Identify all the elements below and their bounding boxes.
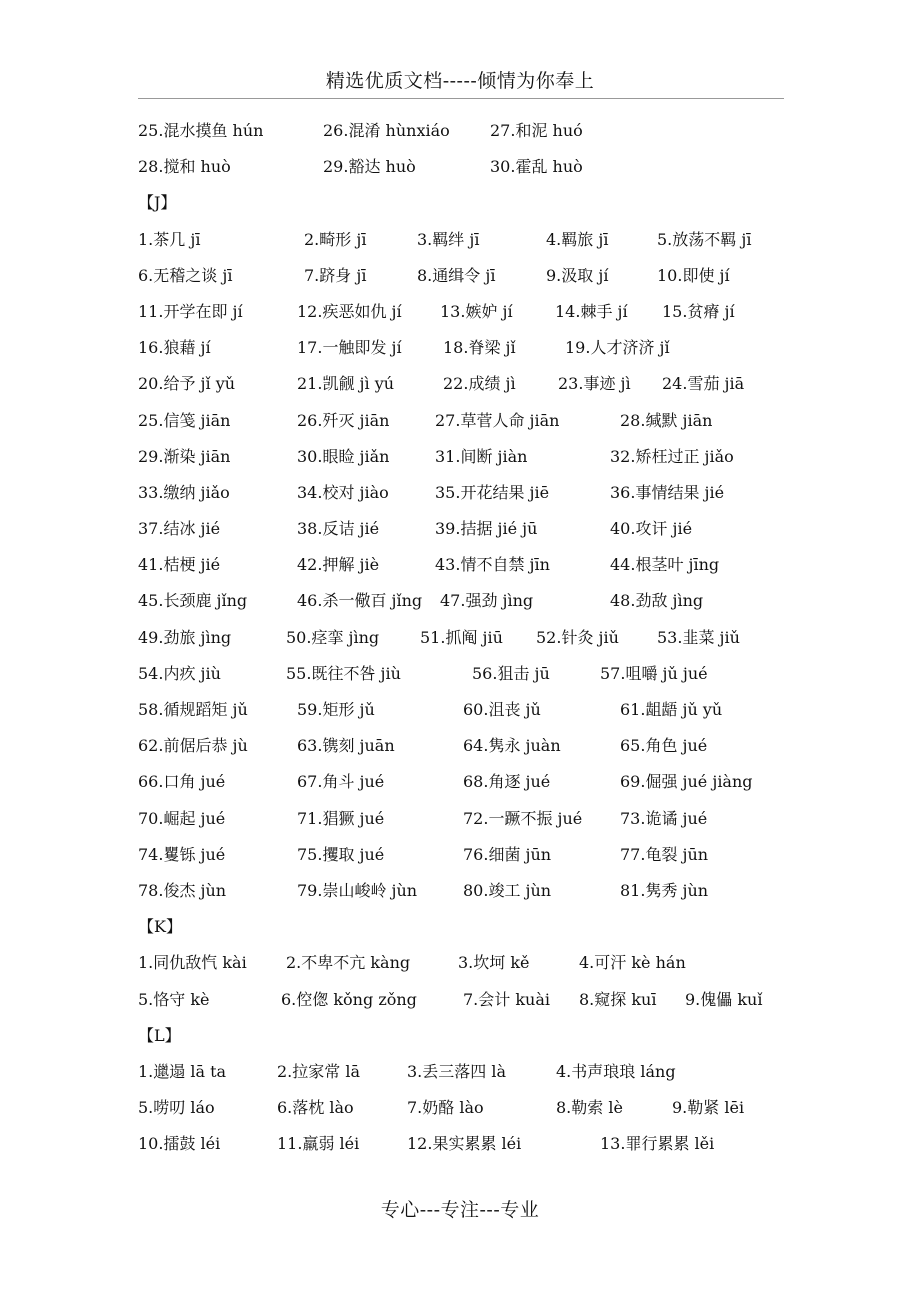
vocab-entry: 72.一蹶不振 jué — [463, 808, 583, 828]
vocab-entry: 60.沮丧 jǔ — [463, 700, 541, 719]
vocab-entry: 63.镌刻 juān — [297, 736, 395, 756]
vocab-entry: 62.前倨后恭 jù — [138, 736, 248, 756]
vocab-entry: 12.果实累累 léi — [407, 1134, 522, 1154]
vocab-row — [138, 582, 798, 618]
vocab-entry: 29.豁达 huò — [323, 157, 416, 177]
vocab-entry: 7.跻身 jī — [304, 265, 367, 285]
vocab-entry: 4.羁旅 jī — [546, 229, 609, 249]
vocab-entry: 4.书声琅琅 láng — [556, 1061, 676, 1081]
vocab-entry: 79.崇山峻岭 jùn — [297, 880, 418, 900]
vocab-row — [138, 438, 798, 474]
vocab-entry: 75.攫取 jué — [297, 844, 385, 864]
vocab-row — [138, 546, 798, 582]
vocab-entry: 40.攻讦 jié — [610, 519, 693, 539]
vocab-entry: 6.无稽之谈 jī — [138, 265, 233, 285]
vocab-entry: 1.茶几 jī — [138, 229, 201, 249]
vocab-entry: 23.事迹 jì — [558, 374, 631, 394]
vocab-row — [138, 365, 798, 401]
vocab-entry: 33.缴纳 jiǎo — [138, 482, 230, 502]
vocab-entry: 74.矍铄 jué — [138, 844, 226, 864]
vocab-entry: 20.给予 jǐ yǔ — [138, 374, 236, 394]
vocab-row — [138, 944, 798, 980]
header-divider — [138, 98, 784, 99]
section-heading: 【L】 — [138, 1025, 181, 1045]
vocab-row — [138, 148, 798, 184]
vocab-entry: 54.内疚 jiù — [138, 663, 221, 683]
vocab-entry: 3.丢三落四 là — [407, 1061, 507, 1081]
vocab-entry: 37.结冰 jié — [138, 519, 221, 539]
vocab-entry: 45.长颈鹿 jǐng — [138, 591, 248, 611]
vocab-row — [138, 800, 798, 836]
vocab-list — [138, 112, 798, 1161]
vocab-entry: 77.龟裂 jūn — [620, 844, 709, 864]
vocab-entry: 11.羸弱 léi — [277, 1134, 360, 1154]
vocab-entry: 6.倥偬 kǒng zǒng — [281, 989, 417, 1009]
vocab-entry: 48.劲敌 jìng — [610, 591, 704, 611]
vocab-entry: 68.角逐 jué — [463, 772, 551, 792]
vocab-entry: 51.抓阄 jiū — [420, 627, 503, 647]
vocab-entry: 2.拉家常 lā — [277, 1061, 361, 1081]
vocab-row — [138, 510, 798, 546]
vocab-entry: 8.窥探 kuī — [579, 989, 657, 1009]
vocab-entry: 29.渐染 jiān — [138, 446, 231, 466]
vocab-row — [138, 1089, 798, 1125]
vocab-entry: 50.痉挛 jìng — [286, 627, 380, 647]
section-row — [138, 1017, 798, 1053]
vocab-entry: 26.歼灭 jiān — [297, 410, 390, 430]
vocab-entry: 5.唠叨 láo — [138, 1098, 215, 1118]
vocab-entry: 69.倔强 jué jiàng — [620, 772, 753, 792]
vocab-entry: 39.拮据 jié jū — [435, 519, 538, 539]
vocab-entry: 34.校对 jiào — [297, 482, 389, 502]
vocab-entry: 8.勒索 lè — [556, 1098, 623, 1118]
section-heading: 【J】 — [138, 193, 177, 213]
vocab-entry: 81.隽秀 jùn — [620, 880, 709, 900]
vocab-row — [138, 329, 798, 365]
vocab-entry: 15.贫瘠 jí — [662, 301, 735, 321]
vocab-row — [138, 836, 798, 872]
vocab-entry: 55.既往不咎 jiù — [286, 663, 401, 683]
vocab-entry: 9.傀儡 kuǐ — [685, 989, 763, 1009]
vocab-row — [138, 655, 798, 691]
vocab-entry: 16.狼藉 jí — [138, 338, 211, 358]
vocab-entry: 36.事情结果 jié — [610, 482, 725, 502]
vocab-entry: 3.坎坷 kě — [458, 953, 530, 973]
vocab-entry: 49.劲旅 jìng — [138, 627, 232, 647]
vocab-entry: 30.霍乱 huò — [490, 157, 583, 177]
vocab-entry: 57.咀嚼 jǔ jué — [600, 663, 708, 683]
vocab-row — [138, 474, 798, 510]
vocab-entry: 52.针灸 jiǔ — [536, 627, 619, 647]
vocab-entry: 10.擂鼓 léi — [138, 1134, 221, 1154]
vocab-entry: 7.奶酪 lào — [407, 1098, 484, 1118]
vocab-entry: 26.混淆 hùnxiáo — [323, 121, 450, 140]
vocab-entry: 5.恪守 kè — [138, 989, 210, 1009]
vocab-entry: 1.同仇敌忾 kài — [138, 953, 247, 973]
vocab-entry: 21.凯觎 jì yú — [297, 374, 395, 394]
vocab-entry: 71.猖獗 jué — [297, 808, 385, 828]
vocab-entry: 76.细菌 jūn — [463, 844, 552, 864]
vocab-entry: 78.俊杰 jùn — [138, 880, 227, 900]
vocab-entry: 73.诡谲 jué — [620, 808, 708, 828]
vocab-row — [138, 112, 798, 148]
vocab-entry: 31.间断 jiàn — [435, 446, 528, 466]
section-heading: 【K】 — [138, 917, 182, 937]
vocab-entry: 47.强劲 jìng — [440, 591, 534, 611]
vocab-row — [138, 257, 798, 293]
vocab-entry: 24.雪茄 jiā — [662, 374, 745, 394]
vocab-entry: 13.罪行累累 lěi — [600, 1134, 715, 1154]
vocab-entry: 28.缄默 jiān — [620, 410, 713, 430]
section-row — [138, 908, 798, 944]
vocab-row — [138, 1125, 798, 1161]
vocab-entry: 61.龃龉 jǔ yǔ — [620, 700, 723, 719]
vocab-entry: 19.人才济济 jǐ — [565, 338, 670, 358]
vocab-entry: 12.疾恶如仇 jí — [297, 301, 402, 321]
vocab-entry: 4.可汗 kè hán — [579, 953, 686, 973]
vocab-row — [138, 981, 798, 1017]
vocab-entry: 9.勒紧 lēi — [672, 1098, 745, 1118]
vocab-entry: 35.开花结果 jiē — [435, 482, 550, 502]
vocab-entry: 13.嫉妒 jí — [440, 301, 513, 321]
section-row — [138, 184, 798, 220]
vocab-entry: 80.竣工 jùn — [463, 880, 552, 900]
vocab-row — [138, 221, 798, 257]
vocab-entry: 18.脊梁 jǐ — [443, 338, 516, 358]
vocab-entry: 42.押解 jiè — [297, 555, 380, 575]
vocab-entry: 2.畸形 jī — [304, 229, 367, 249]
page-footer: 专心---专注---专业 — [380, 1199, 540, 1221]
page-header: 精选优质文档-----倾情为你奉上 — [325, 70, 595, 92]
vocab-entry: 11.开学在即 jí — [138, 301, 243, 321]
vocab-entry: 7.会计 kuài — [463, 989, 551, 1009]
vocab-row — [138, 872, 798, 908]
vocab-entry: 27.草菅人命 jiān — [435, 410, 560, 430]
vocab-entry: 22.成绩 jì — [443, 374, 516, 394]
vocab-entry: 44.根茎叶 jīng — [610, 555, 720, 575]
vocab-row — [138, 619, 798, 655]
vocab-entry: 56.狙击 jū — [472, 663, 550, 683]
vocab-entry: 25.信笺 jiān — [138, 410, 231, 430]
vocab-entry: 58.循规蹈矩 jǔ — [138, 700, 248, 719]
vocab-entry: 65.角色 jué — [620, 736, 708, 756]
vocab-entry: 38.反诘 jié — [297, 519, 380, 539]
vocab-entry: 17.一触即发 jí — [297, 338, 402, 358]
vocab-entry: 2.不卑不亢 kàng — [286, 953, 411, 973]
vocab-row — [138, 402, 798, 438]
vocab-entry: 14.棘手 jí — [555, 301, 628, 321]
vocab-entry: 46.杀一儆百 jǐng — [297, 591, 423, 611]
vocab-row — [138, 1053, 798, 1089]
vocab-row — [138, 691, 798, 727]
vocab-entry: 25.混水摸鱼 hún — [138, 121, 264, 140]
vocab-entry: 28.搅和 huò — [138, 157, 231, 177]
vocab-row — [138, 727, 798, 763]
vocab-entry: 41.桔梗 jié — [138, 555, 221, 575]
vocab-entry: 43.情不自禁 jīn — [435, 555, 550, 575]
vocab-entry: 6.落枕 lào — [277, 1098, 354, 1118]
vocab-entry: 9.汲取 jí — [546, 265, 609, 285]
vocab-entry: 64.隽永 juàn — [463, 736, 561, 756]
vocab-entry: 27.和泥 huó — [490, 121, 583, 140]
vocab-entry: 3.羁绊 jī — [417, 229, 480, 249]
vocab-entry: 59.矩形 jǔ — [297, 700, 375, 719]
vocab-entry: 70.崛起 jué — [138, 808, 226, 828]
vocab-entry: 10.即使 jí — [657, 265, 730, 285]
vocab-entry: 53.韭菜 jiǔ — [657, 627, 740, 647]
vocab-entry: 30.眼睑 jiǎn — [297, 446, 390, 466]
vocab-entry: 67.角斗 jué — [297, 772, 385, 792]
vocab-row — [138, 763, 798, 799]
vocab-entry: 66.口角 jué — [138, 772, 226, 792]
vocab-entry: 5.放荡不羁 jī — [657, 229, 752, 249]
vocab-entry: 32.矫枉过正 jiǎo — [610, 446, 734, 466]
vocab-row — [138, 293, 798, 329]
vocab-entry: 1.邋遢 lā ta — [138, 1061, 227, 1081]
vocab-entry: 8.通缉令 jī — [417, 265, 496, 285]
